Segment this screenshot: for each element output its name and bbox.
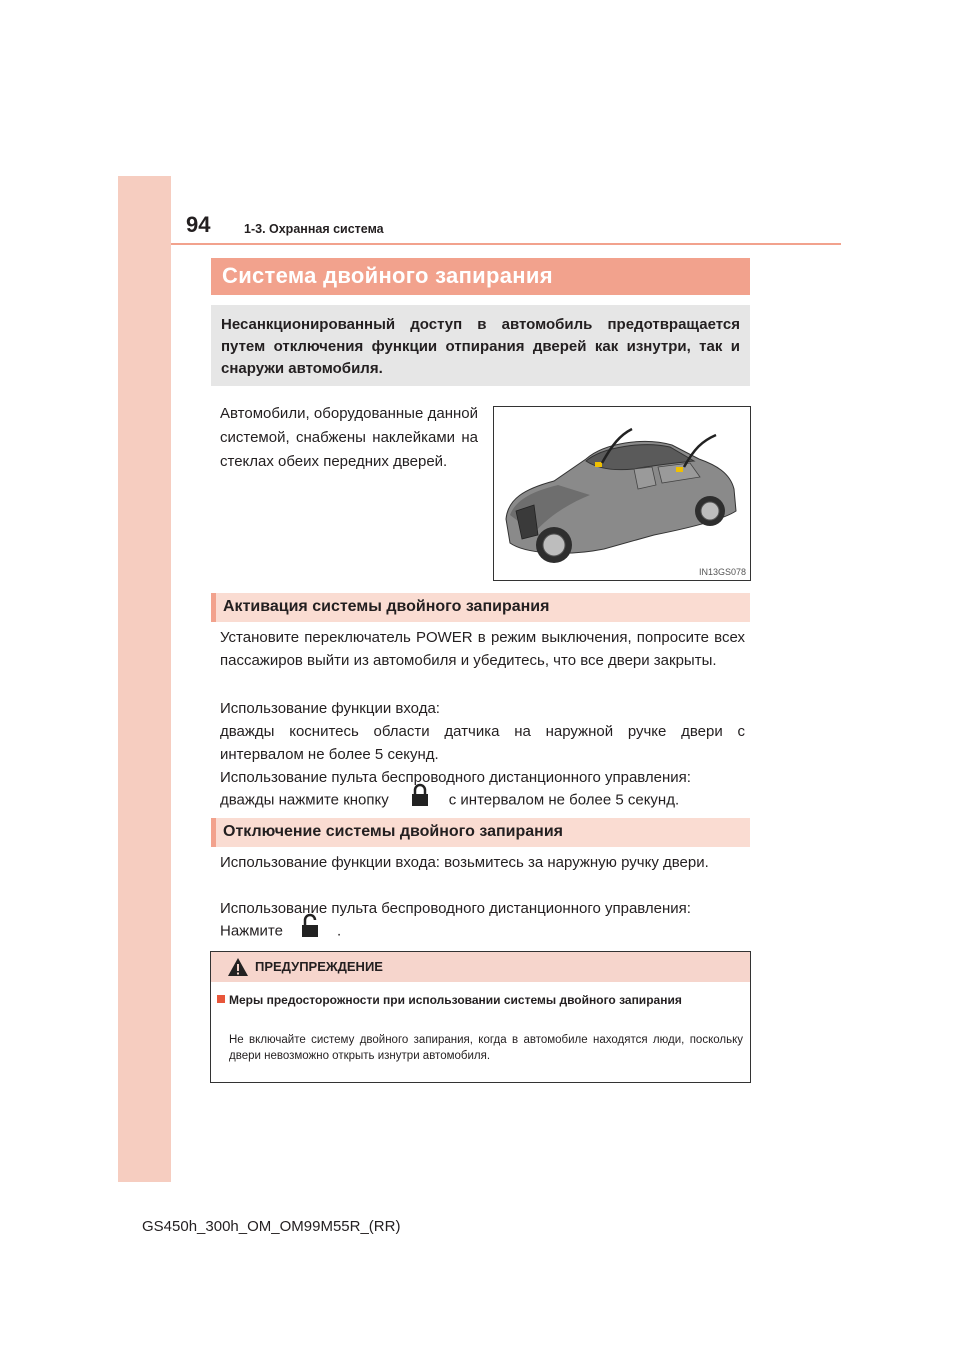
car-illustration [493, 406, 751, 581]
warning-heading: Меры предосторожности при использовании системы двойного запирания [229, 993, 682, 1007]
activation-remote-label: Использование пульта беспроводного дистанционного управления: [220, 769, 691, 786]
activation-heading: Активация системы двойного запирания [223, 598, 550, 615]
deactivation-remote-line [220, 913, 745, 950]
footer-doc-code: GS450h_300h_OM_OM99M55R_(RR) [142, 1218, 401, 1235]
page-title-bar [211, 258, 750, 295]
activation-paragraph: Установите переключатель POWER в режим выключения, попросите всех пассажиров выйти из автомобиля и убедитесь, что все двери закрыты. [220, 629, 745, 669]
activation-heading-bar [211, 593, 750, 622]
deactivation-entry-text: Использование функции входа: возьмитесь за наружную ручку двери. [220, 854, 709, 871]
activation-remote-line [220, 782, 745, 819]
deactivation-remote-label: Использование пульта беспроводного дистанционного управления: [220, 900, 691, 917]
figure-code: IN13GS078 [698, 567, 746, 577]
activation-entry-text: дважды коснитесь области датчика на наружной ручке двери с интервалом не более 5 секунд. [220, 723, 745, 763]
side-tab-band [118, 176, 171, 1182]
deactivation-heading-bar [211, 818, 750, 847]
activation-remote-post: с интервалом не более 5 секунд. [448, 791, 680, 809]
activation-remote-pre: дважды нажмите кнопку [220, 791, 389, 809]
lock-icon [411, 782, 429, 819]
warning-triangle-icon [227, 957, 249, 982]
activation-entry-label: Использование функции входа: [220, 700, 440, 717]
warning-bullet [217, 995, 225, 1003]
warning-title: ПРЕДУПРЕЖДЕНИЕ [255, 959, 383, 974]
warning-box [210, 951, 751, 1083]
warning-body: Не включайте систему двойного запирания, когда в автомобиле находятся люди, поскольку двери невозможно открыть изнутри автомобиля. [229, 1034, 743, 1062]
section-label: 1-3. Охранная система [244, 222, 384, 236]
page-number: 94 [186, 212, 211, 237]
car-drawing [494, 407, 750, 580]
intro-box [211, 305, 750, 386]
page-title: Система двойного запирания [222, 263, 553, 288]
deactivation-remote-pre: Нажмите [220, 922, 283, 940]
header-divider [171, 243, 841, 245]
deactivation-remote-post: . [336, 922, 342, 940]
unlock-icon [301, 913, 319, 950]
deactivation-heading: Отключение системы двойного запирания [223, 823, 563, 840]
car-paragraph: Автомобили, оборудованные данной системой, снабжены наклейками на стеклах обеих передних дверей. [220, 405, 478, 470]
intro-text: Несанкционированный доступ в автомобиль предотвращается путем отключения функции отпирания дверей как изнутри, так и снаружи автомобиля. [221, 316, 740, 377]
warning-header [211, 952, 750, 982]
